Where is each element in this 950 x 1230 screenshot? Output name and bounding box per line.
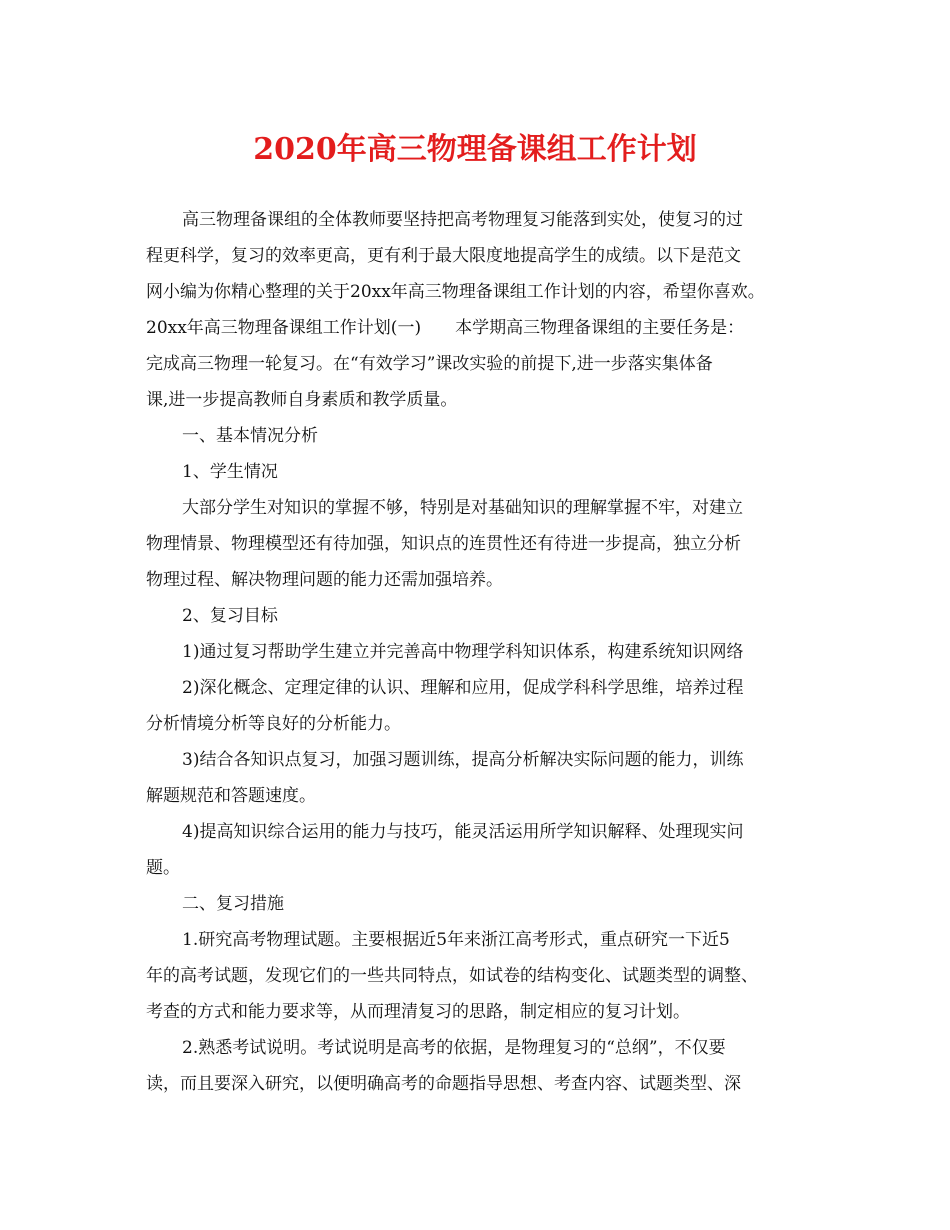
text-line: 考查的方式和能力要求等，从而理清复习的思路，制定相应的复习计划。: [146, 1002, 690, 1022]
text-line: 一、基本情况分析: [182, 426, 318, 446]
text-line: 大部分学生对知识的掌握不够，特别是对基础知识的理解掌握不牢，对建立: [182, 498, 743, 518]
text-line: 分析情境分析等良好的分析能力。: [146, 714, 401, 734]
document-title: 2020年高三物理备课组工作计划: [253, 132, 697, 167]
text-line: 1、学生情况: [182, 462, 278, 482]
text-line: 2、复习目标: [182, 606, 278, 626]
text-line: 物理过程、解决物理问题的能力还需加强培养。: [146, 570, 503, 590]
text-line: 20xx年高三物理备课组工作计划(一) 本学期高三物理备课组的主要任务是：: [146, 318, 745, 338]
text-line: 3)结合各知识点复习，加强习题训练，提高分析解决实际问题的能力，训练: [182, 750, 744, 770]
text-line: 网小编为你精心整理的关于20xx年高三物理备课组工作计划的内容，希望你喜欢。: [146, 282, 765, 302]
text-line: 1)通过复习帮助学生建立并完善高中物理学科知识体系，构建系统知识网络: [182, 642, 744, 662]
text-line: 2.熟悉考试说明。考试说明是高考的依据，是物理复习的“总纲”，不仅要: [182, 1038, 726, 1058]
text-line: 二、复习措施: [182, 894, 284, 914]
text-line: 完成高三物理一轮复习。在“有效学习”课改实验的前提下,进一步落实集体备: [146, 354, 713, 374]
document-body: [146, 202, 826, 1102]
text-line: 物理情景、物理模型还有待加强，知识点的连贯性还有待进一步提高，独立分析: [146, 534, 741, 554]
text-line: 高三物理备课组的全体教师要坚持把高考物理复习能落到实处，使复习的过: [182, 210, 743, 230]
text-line: 年的高考试题，发现它们的一些共同特点，如试卷的结构变化、试题类型的调整、: [146, 966, 758, 986]
text-line: 4)提高知识综合运用的能力与技巧，能灵活运用所学知识解释、处理现实问: [182, 822, 744, 842]
text-line: 题。: [146, 858, 180, 878]
text-line: 程更科学，复习的效率更高，更有利于最大限度地提高学生的成绩。以下是范文: [146, 246, 741, 266]
text-line: 2)深化概念、定理定律的认识、理解和应用，促成学科科学思维，培养过程: [182, 678, 744, 698]
text-line: 课,进一步提高教师自身素质和教学质量。: [146, 390, 458, 410]
text-line: 解题规范和答题速度。: [146, 786, 316, 806]
text-line: 1.研究高考物理试题。主要根据近5年来浙江高考形式，重点研究一下近5: [182, 930, 730, 950]
text-line: 读，而且要深入研究，以便明确高考的命题指导思想、考查内容、试题类型、深: [146, 1074, 741, 1094]
